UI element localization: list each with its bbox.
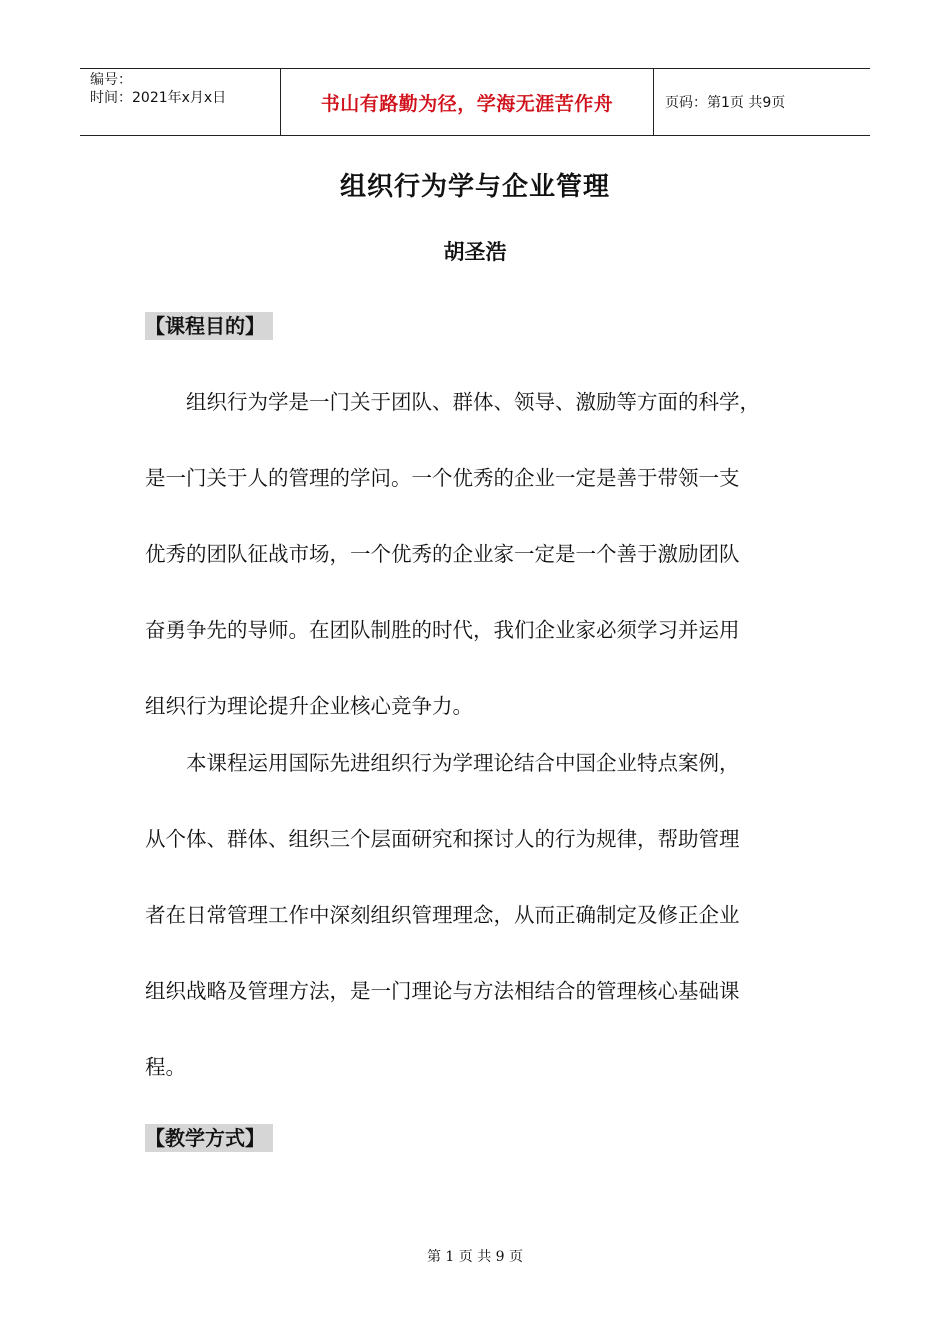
- paragraph-line: 组织行为学是一门关于团队、群体、领导、激励等方面的科学，: [145, 390, 760, 414]
- paragraph-purpose-1: [145, 364, 805, 744]
- paragraph-line: 程。: [145, 1055, 186, 1079]
- paragraph-line: 组织战略及管理方法，是一门理论与方法相结合的管理核心基础课: [145, 979, 740, 1003]
- paragraph-line: 本课程运用国际先进组织行为学理论结合中国企业特点案例，: [145, 751, 740, 775]
- paragraph-line: 优秀的团队征战市场，一个优秀的企业家一定是一个善于激励团队: [145, 542, 740, 566]
- header-motto-cell: [281, 69, 654, 135]
- paragraph-line: 是一门关于人的管理的学问。一个优秀的企业一定是善于带领一支: [145, 466, 740, 490]
- paragraph-line: 者在日常管理工作中深刻组织管理理念，从而正确制定及修正企业: [145, 903, 740, 927]
- header-meta: [80, 69, 281, 135]
- section-heading-purpose: 【课程目的】: [145, 312, 273, 340]
- header-page-info-cell: [654, 69, 870, 135]
- time-label: 时间：2021年x月x日: [90, 90, 227, 106]
- section-heading-teaching-method: 【教学方式】: [145, 1124, 273, 1152]
- header-page-info: 页码：第1页 共9页: [665, 95, 786, 111]
- page-footer: 第 1 页 共 9 页: [426, 1249, 524, 1265]
- paragraph-purpose-2: [145, 725, 805, 1105]
- document-header: [80, 68, 870, 136]
- number-label: 编号：: [90, 72, 132, 88]
- header-motto: 书山有路勤为径，学海无涯苦作舟: [320, 92, 614, 115]
- paragraph-line: 从个体、群体、组织三个层面研究和探讨人的行为规律，帮助管理: [145, 827, 740, 851]
- document-author: 胡圣浩: [443, 240, 507, 264]
- paragraph-line: 组织行为理论提升企业核心竞争力。: [145, 694, 473, 718]
- document-title: 组织行为学与企业管理: [339, 172, 610, 202]
- paragraph-line: 奋勇争先的导师。在团队制胜的时代，我们企业家必须学习并运用: [145, 618, 740, 642]
